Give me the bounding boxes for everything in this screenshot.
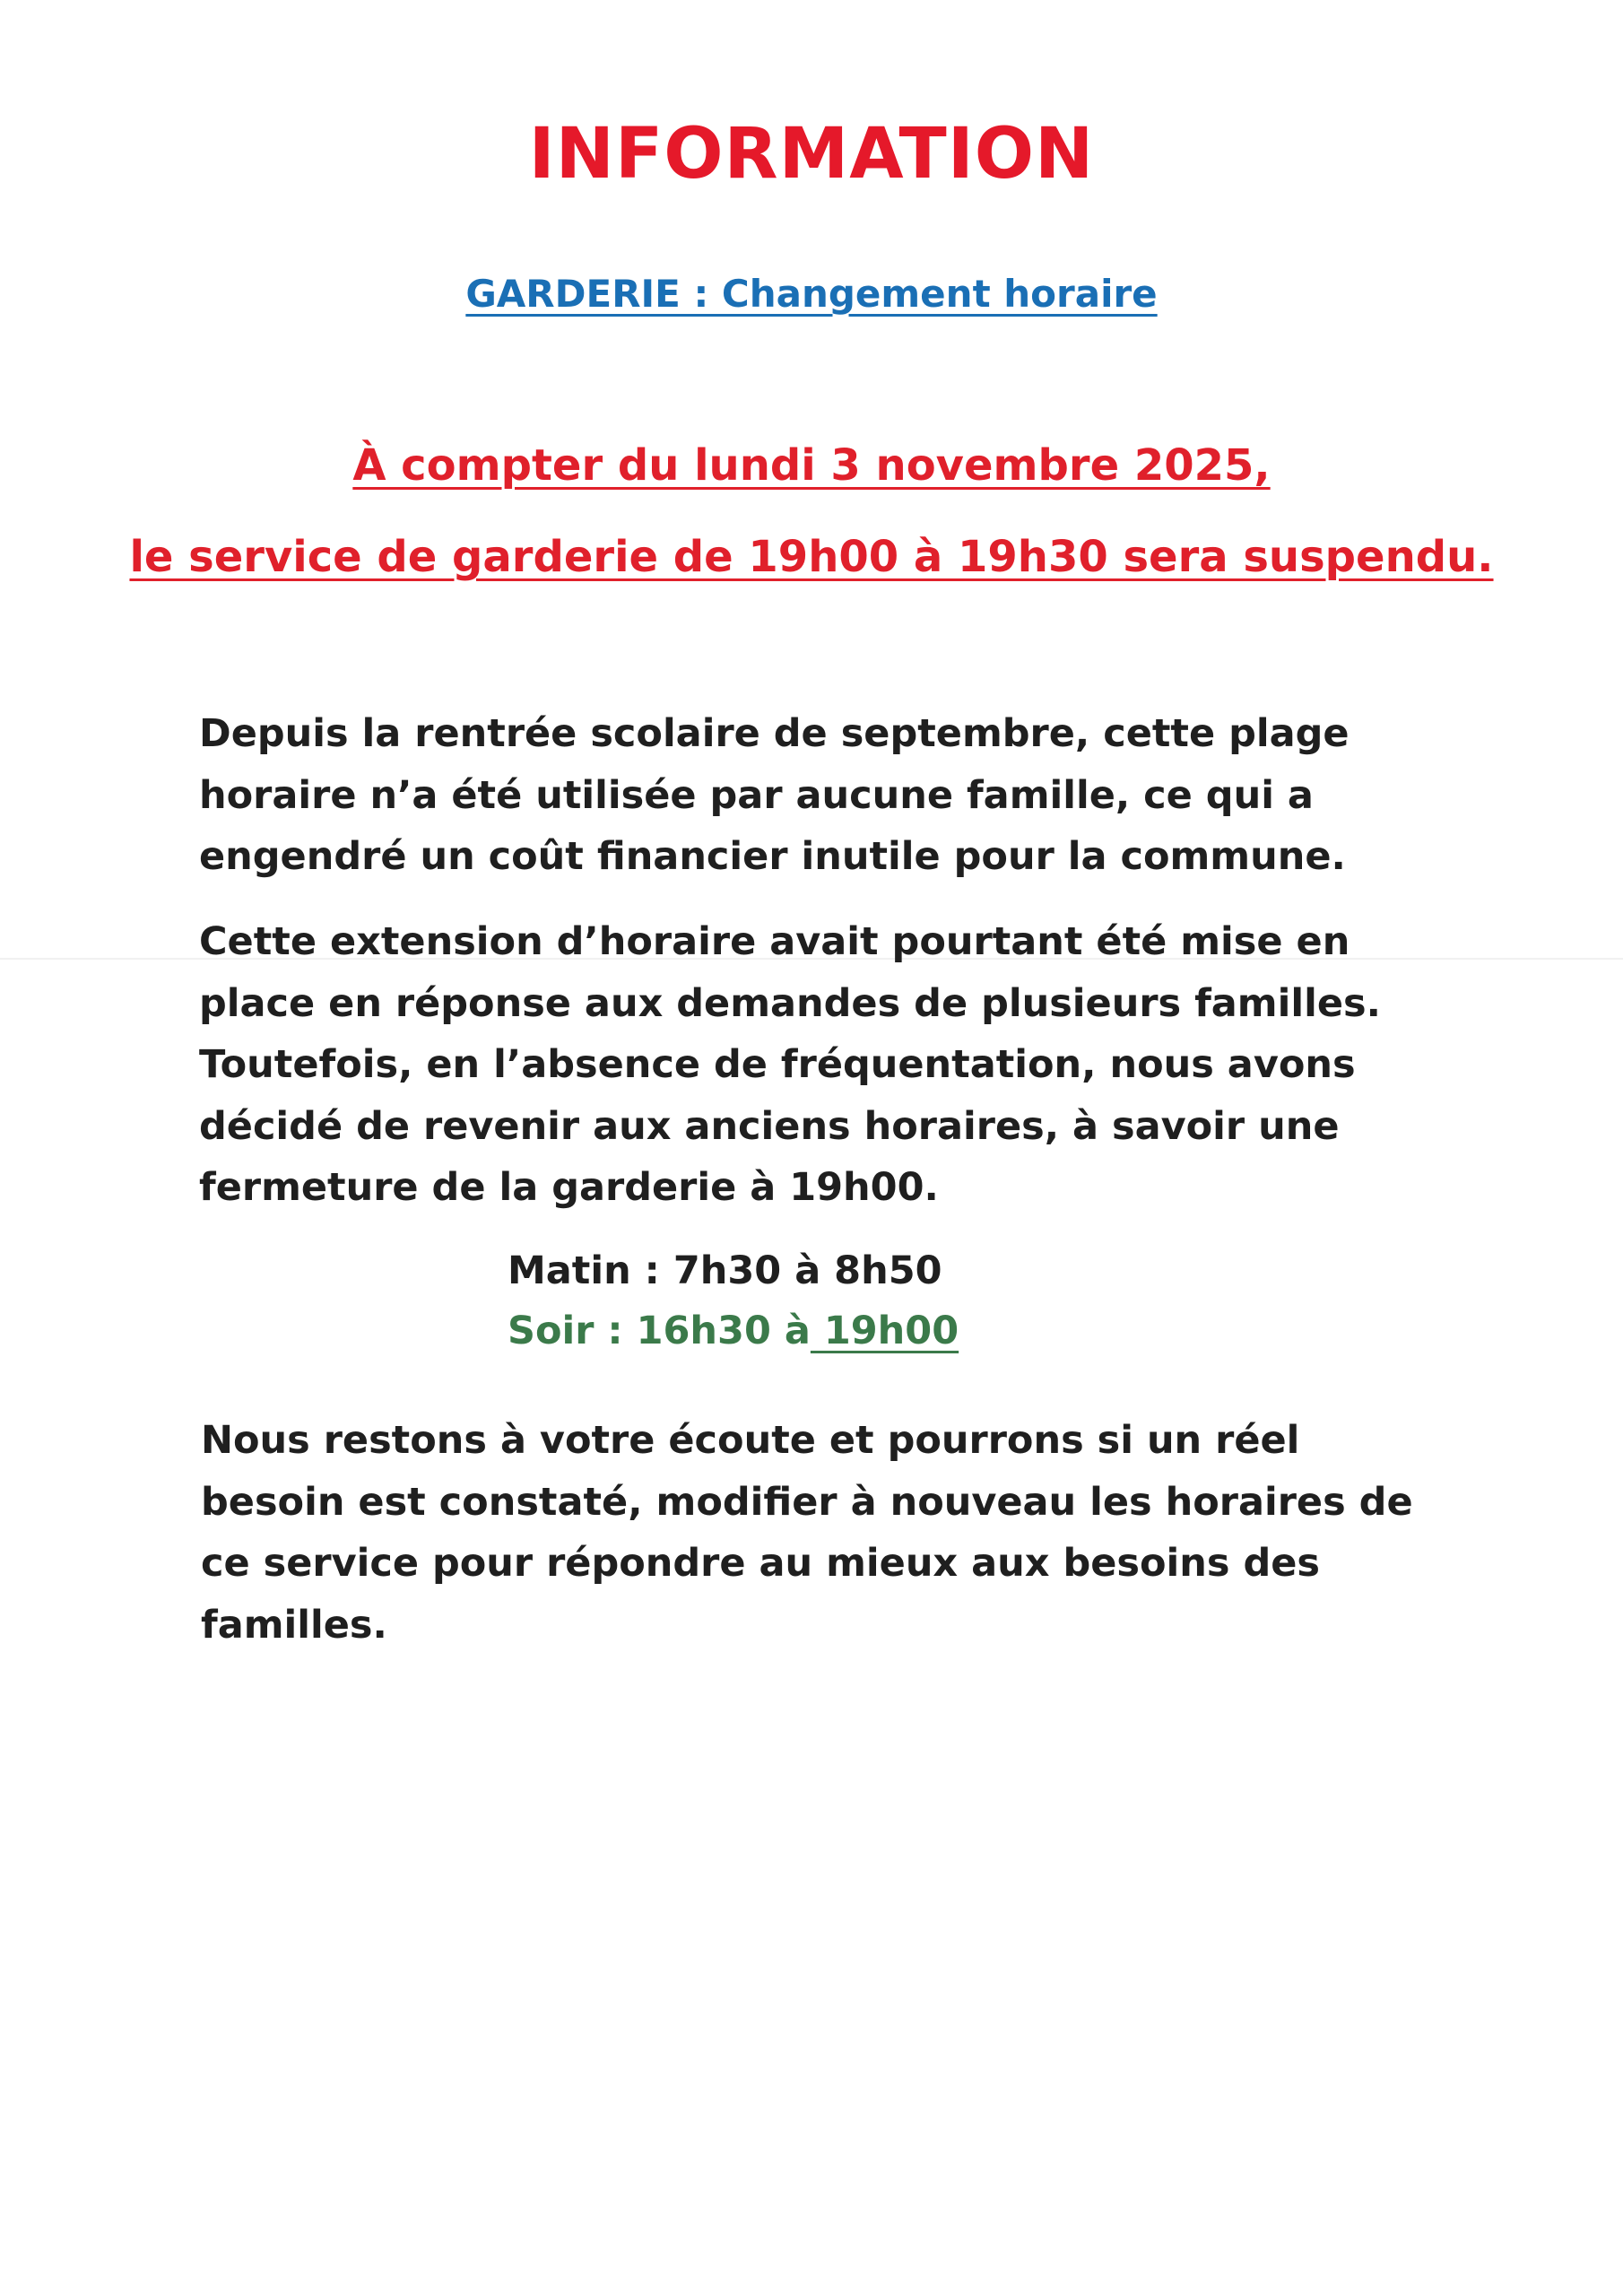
paragraph-closing: Nous restons à votre écoute et pourrons si un réel besoin est constaté, modifier à nouveau les horaires de ce service pour répondre au mieux aux besoins des familles. [201,1418,1413,1648]
hours-morning-text: Matin : 7h30 à 8h50 [508,1248,942,1293]
announcement-line-1-text: À compter du lundi 3 novembre 2025, [352,440,1271,491]
document-title-text: INFORMATION [528,114,1095,195]
announcement-line-1 [0,436,1623,495]
hours-evening-end: 19h00 [810,1309,959,1353]
announcement-line-2-text: le service de garderie de 19h00 à 19h30 sera suspendu. [129,532,1494,582]
paragraph-context: Depuis la rentrée scolaire de septembre, cette plage horaire n’a été utilisée par aucune famille, ce qui a engendré un coût financier inutile pour la commune. [199,711,1350,879]
document-title [0,109,1623,199]
announcement-line-2 [0,527,1623,587]
document-subtitle-text: GARDERIE : Changement horaire [465,272,1158,316]
paragraph-decision: Cette extension d’horaire avait pourtant été mise en place en réponse aux demandes de plusieurs familles. Toutefois, en l’absence de fréquentation, nous avons décidé de revenir aux anciens horaires, à savoir une fermeture de la garderie à 19h00. [199,919,1381,1210]
hours-evening-prefix: Soir : 16h30 à [508,1309,811,1353]
document-subtitle [0,267,1623,321]
hours-evening [508,1301,959,1361]
hours-morning [508,1241,942,1300]
